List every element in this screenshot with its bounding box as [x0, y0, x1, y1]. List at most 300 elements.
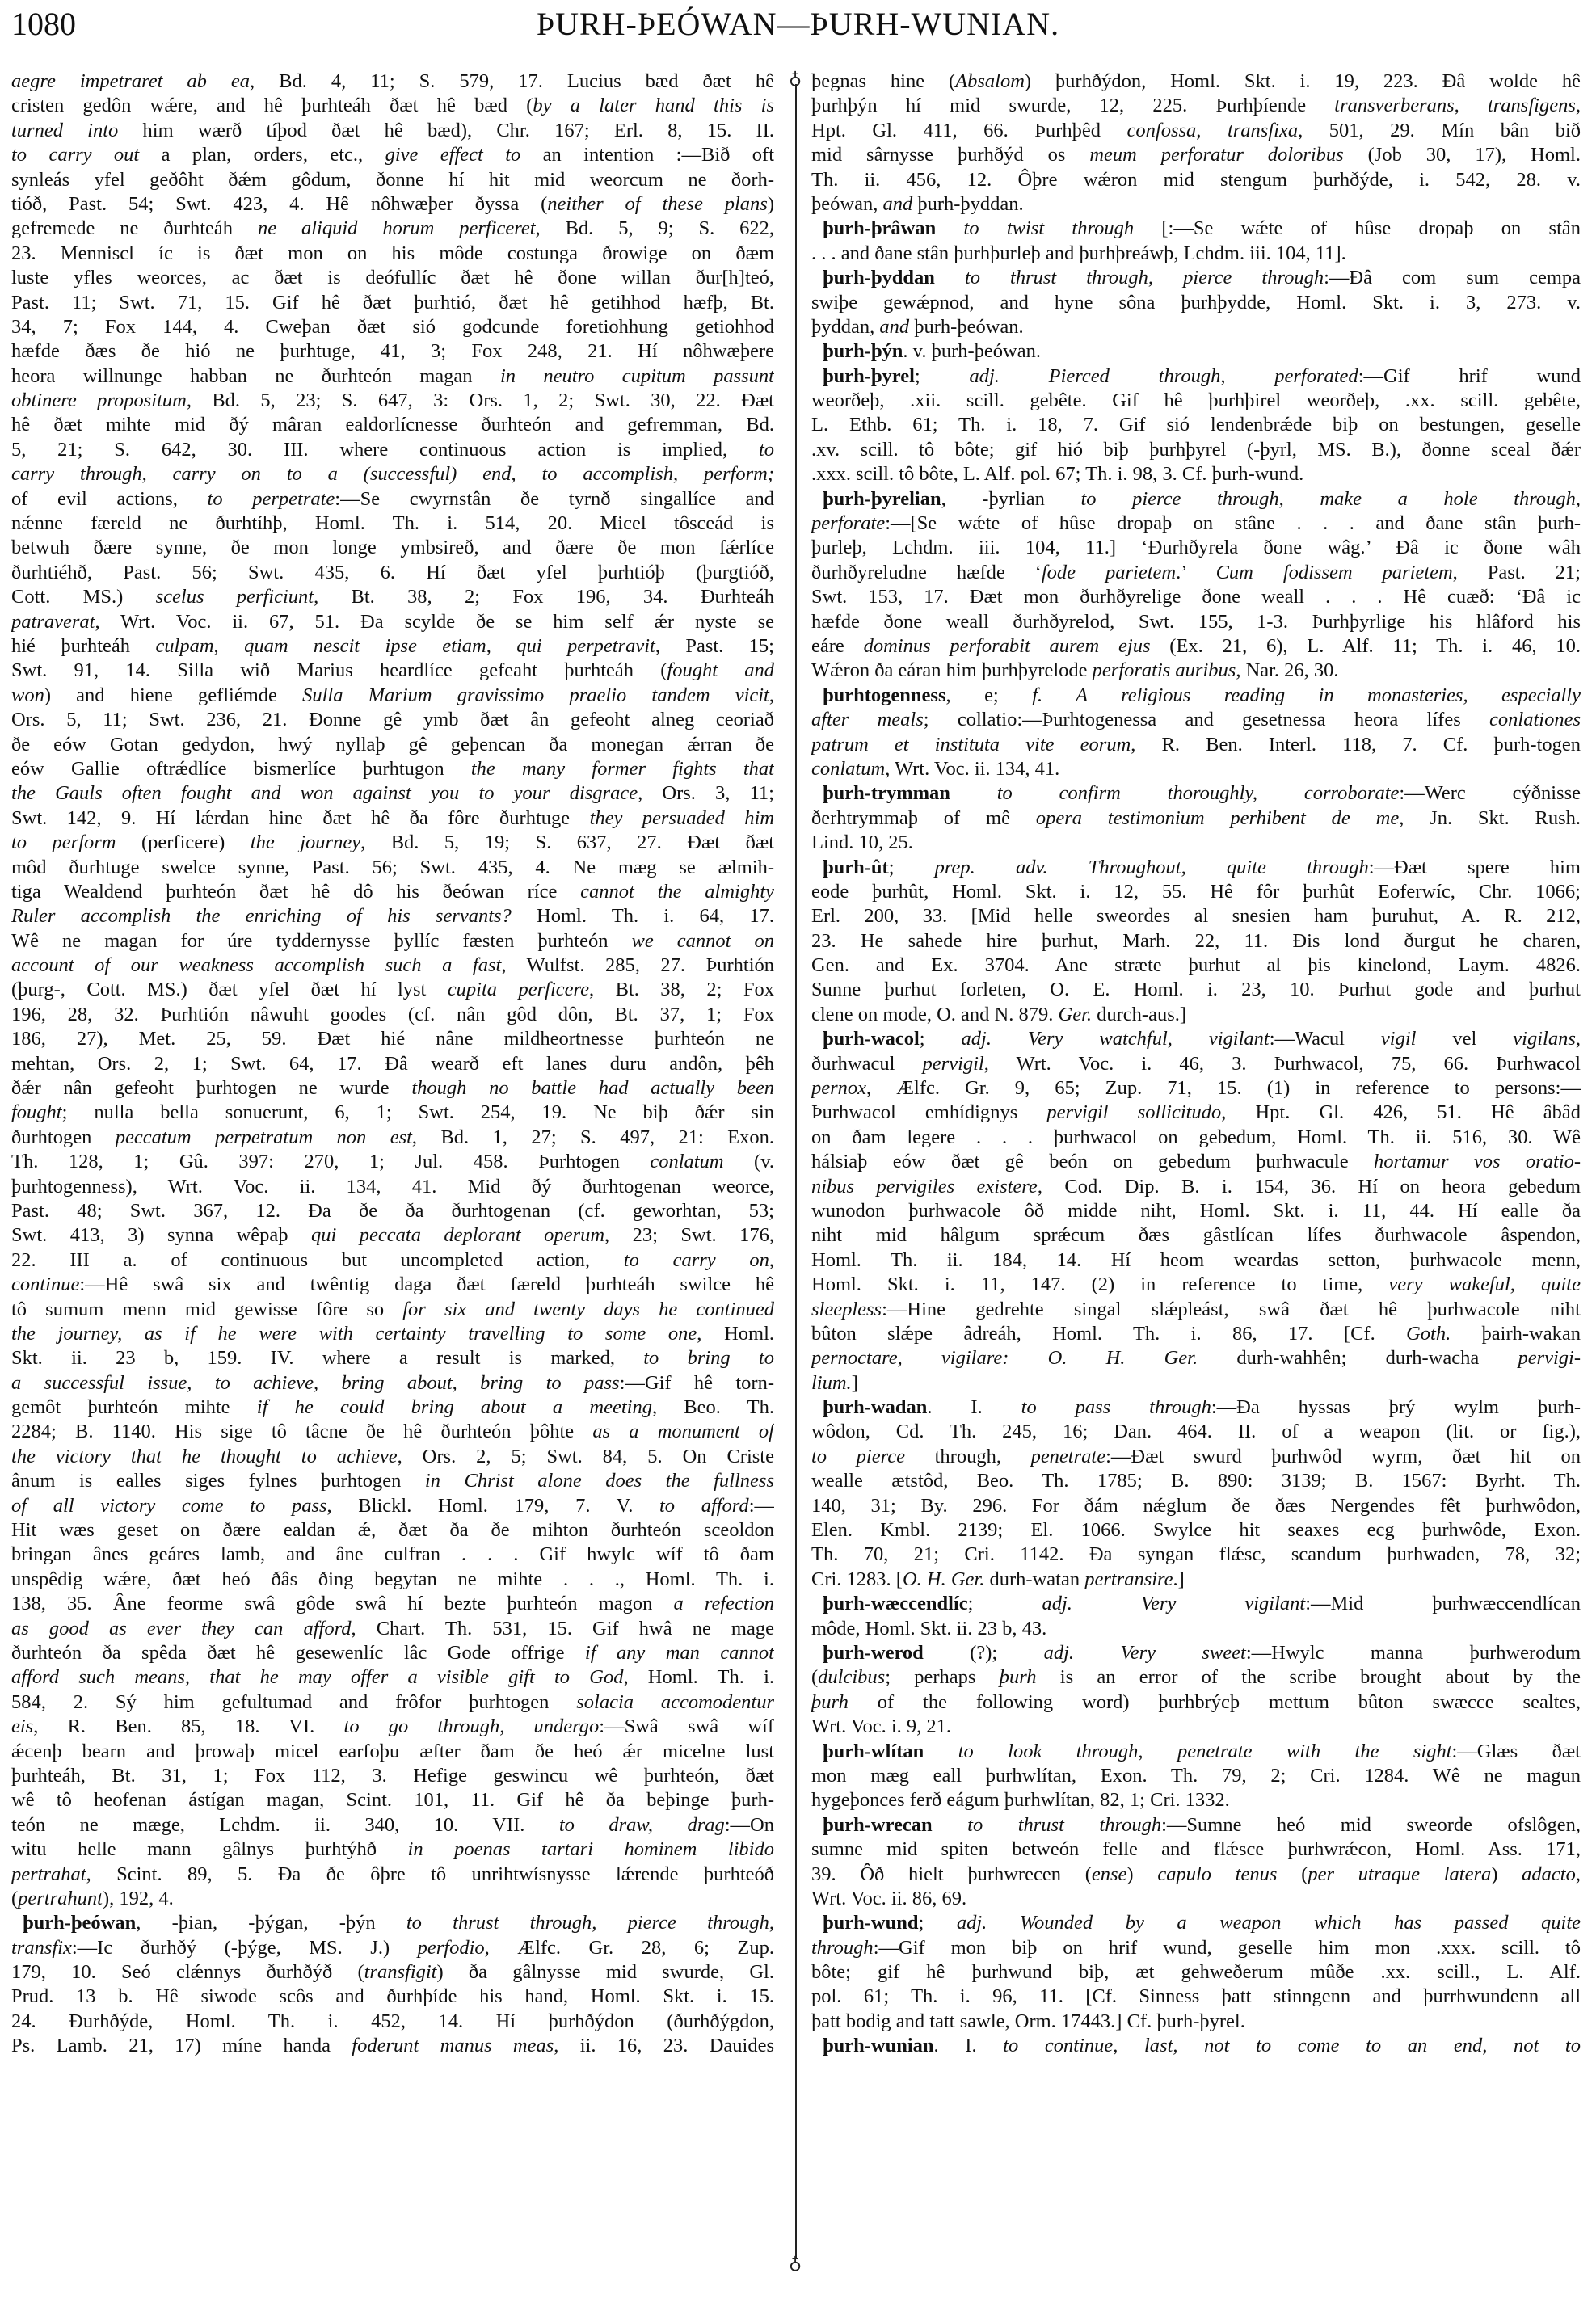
text-run: 584, 2. Sý him gefultumad and frôfor þurhtogen: [11, 1690, 577, 1713]
text-line: [11, 1788, 774, 1812]
text-line: [11, 659, 774, 683]
text-line: [811, 1273, 1581, 1297]
text-run: ,: [1575, 1028, 1581, 1050]
text-line: [11, 119, 774, 143]
italic-run: in Christ alone does the fullness: [424, 1470, 774, 1492]
text-run: durch-aus.]: [1092, 1003, 1187, 1025]
text-line: [11, 168, 774, 192]
text-run: swiþe gewǽpnod, and hyne sôna þurhþydde, Homl. Skt. i. 3, 273. v.: [811, 291, 1581, 314]
text-run: wunodon þurhwacole ôð midde niht, Homl. Skt. i. 11, 44. Hí ealle ða: [811, 1199, 1581, 1222]
text-line: [811, 1715, 1581, 1739]
text-run: [924, 1741, 958, 1762]
text-line: [11, 143, 774, 167]
entry-headline: [811, 1813, 1581, 1837]
italic-run: pervigil sollicitudo: [1046, 1101, 1222, 1124]
italic-run: to look through, penetrate with the sight: [958, 1740, 1452, 1762]
text-run: ): [1491, 1863, 1522, 1885]
text-line: [11, 1126, 774, 1150]
headword: þurh-trymman: [823, 782, 950, 805]
text-line: [11, 389, 774, 413]
italic-run: Goth.: [1406, 1322, 1451, 1345]
text-line: [11, 1764, 774, 1788]
italic-run: þurh: [811, 1690, 849, 1713]
text-run: hygeþonces ferð eágum þurhwlítan, 82, 1; Cri. 1332.: [811, 1789, 1230, 1812]
text-run: ânum is ealles siges fylnes þurhtogen: [11, 1470, 425, 1492]
text-run: :—[Se wǽte of hûse dropaþ on stâne . . . and ðane stân þurh-: [885, 512, 1581, 535]
italic-run: vigilans: [1513, 1028, 1576, 1050]
text-line: [11, 929, 774, 953]
text-line: [11, 1641, 774, 1665]
text-line: [811, 511, 1581, 536]
text-line: [11, 1052, 774, 1076]
italic-run: very wakeful, quite: [1388, 1273, 1581, 1296]
italic-run: account of our weakness accomplish such a fast: [11, 954, 502, 977]
text-run: þairh-wakan: [1451, 1322, 1581, 1345]
text-run: hálsiaþ eów ðæt gê beón on gebedum þurhwacule: [811, 1151, 1374, 1173]
text-run: :—On: [724, 1813, 774, 1836]
text-line: [811, 168, 1581, 192]
text-run: , Nar. 26, 30.: [1236, 659, 1339, 682]
italic-run: of all victory come to pass: [11, 1494, 327, 1517]
text-line: [811, 1298, 1581, 1322]
italic-run: pertrahunt: [18, 1887, 103, 1909]
text-run: ;: [914, 364, 970, 387]
text-run: of the following word) þurhbrýcþ mettum bûton swæcce sealtes,: [848, 1690, 1581, 1713]
text-run: gemôt þurhteón mihte: [11, 1396, 257, 1419]
text-line: [11, 1322, 774, 1346]
italic-run: adj. Very watchful, vigilant: [961, 1028, 1270, 1050]
italic-run: transfigit: [364, 1961, 437, 1984]
text-run: , Beo. Th.: [651, 1396, 774, 1419]
text-run: Swt. 142, 9. Hí lǽrdan hine ðæt hê ða fôre ðurhtuge: [11, 806, 590, 829]
text-line: [811, 1617, 1581, 1641]
text-run: , Hpt. Gl. 426, 51. Hê âbâd: [1221, 1101, 1581, 1124]
entry-headline: [811, 364, 1581, 389]
text-line: [11, 880, 774, 904]
text-run: ;: [967, 1593, 1042, 1615]
italic-run: solacia accomodentur: [576, 1690, 774, 1713]
entry-headline: [11, 1911, 774, 1935]
text-line: [811, 1322, 1581, 1346]
text-line: [811, 880, 1581, 904]
text-run: , Homl. Th. i.: [623, 1666, 774, 1689]
text-run: 138, 35. Âne feorme swâ gôde swâ hí bezte þurhteón magon: [11, 1593, 674, 1615]
italic-run: cannot the almighty: [580, 880, 774, 903]
text-line: [811, 806, 1581, 831]
text-run: ) þurhðýdon, Homl. Skt. i. 19, 223. Ðâ wolde hê: [1024, 70, 1581, 92]
text-run: Þurhwacol emhídignys: [811, 1101, 1047, 1124]
text-line: [811, 119, 1581, 143]
text-run: wôdon, Cd. Th. 245, 16; Dan. 464. II. of a weapon (lit. or fig.),: [811, 1421, 1581, 1443]
italic-run: the Gauls often fought and won against you to your disgrace: [11, 782, 638, 805]
italic-run: neither of these plans: [547, 192, 768, 215]
text-run: Prud. 13 b. Hê siwode scôs and ðurhþíde his hand, Homl. Skt. i. 15.: [11, 1985, 774, 2008]
text-run: eów Gallie oftrǽdlíce bismerlíce þurhtugon: [11, 757, 471, 780]
text-run: :—Gif hrif wund: [1358, 364, 1581, 387]
text-run: .xv. scill. tô bôte; gif hió biþ þurhþyrel (-þyrl, MS. B.), ðonne sceal ðǽr: [811, 438, 1581, 461]
text-line: [11, 1494, 774, 1518]
text-run: Past. 48; Swt. 367, 12. Ða ðe ða ðurhtogenan (cf. geworhtan, 53;: [11, 1199, 774, 1222]
italic-run: peccatum perpetratum non est: [115, 1126, 412, 1148]
text-run: ,: [769, 684, 774, 706]
italic-run: give effect to: [385, 144, 521, 166]
text-line: [11, 1715, 774, 1739]
text-line: [811, 610, 1581, 634]
italic-run: fought and: [667, 659, 774, 682]
text-line: [811, 1371, 1581, 1395]
italic-run: to thrust through: [967, 1813, 1162, 1836]
text-run: niht mid hâlgum sprǽcum ðæs gâstlícan lífes ðurhwacole âspendon,: [811, 1224, 1581, 1247]
text-run: Homl. Th. ii. 184, 14. Hí heom weardas setton, þurhwacole menn,: [811, 1248, 1581, 1271]
column-divider: [795, 84, 797, 2258]
text-run: (perficere): [116, 831, 251, 854]
italic-run: after meals: [811, 709, 924, 731]
text-run: , Wrt. Voc. i. 46, 3. Þurhwacol, 75, 66. Þurhwacol: [983, 1052, 1581, 1075]
headword: þurhtogenness: [823, 684, 946, 706]
text-run: .]: [1173, 1568, 1185, 1590]
text-run: ): [1126, 1863, 1158, 1885]
text-run: ðurhtiéhð, Past. 56; Swt. 435, 6. Hí ðæt yfel þurhtióþ (þurgtióð,: [11, 561, 774, 583]
text-run: ðe eów Gotan gedydon, hwý nyllaþ gê geþencan ða monegan ǽrran ðe: [11, 733, 774, 756]
text-run: sumne mid spiten betweón felle and flǽsce þurhwrǽcon, Homl. Ass. 171,: [811, 1838, 1581, 1861]
text-line: [11, 634, 774, 659]
italic-run: the victory that he thought to achieve: [11, 1445, 398, 1467]
text-line: [11, 610, 774, 634]
italic-run: and: [879, 315, 910, 338]
italic-run: to pierce through, make a hole through,: [1080, 487, 1581, 510]
text-line: [11, 339, 774, 364]
text-line: [11, 1985, 774, 2009]
text-line: [11, 708, 774, 732]
text-run: Swt. 91, 14. Silla wið Marius heardlíce gefeaht þurhteáh (: [11, 659, 667, 682]
text-run: durh-watan: [984, 1568, 1085, 1590]
italic-run: in neutro cupitum passunt: [499, 364, 774, 387]
italic-run: O. H. Ger.: [902, 1568, 985, 1590]
text-line: [811, 1003, 1581, 1027]
text-run: wê tô heofenan ástígan magan, Scint. 101, 11. Gif hê ða beþinge þurh-: [11, 1789, 774, 1812]
text-run: [933, 1814, 968, 1836]
text-line: [11, 69, 774, 94]
text-run: þurh-þeówan.: [909, 315, 1024, 338]
text-run: . I.: [933, 2035, 1004, 2057]
text-run: 34, 7; Fox 144, 4. Cweþan ðæt sió godcunde foretiohhung getiohhod: [11, 315, 774, 338]
italic-run: to carry out: [11, 144, 140, 166]
italic-run: adacto: [1522, 1863, 1576, 1885]
text-line: [11, 806, 774, 831]
text-run: . I.: [927, 1396, 1021, 1419]
italic-run: Ruler accomplish the enriching of his servants?: [11, 905, 512, 928]
text-run: môd ðurhtuge swelce synne, Past. 56; Swt. 435, 4. Ne mæg se ælmih-: [11, 856, 774, 878]
text-run: 196, 28, 32. Þurhtión nâwuht goodes (cf. nân gôd dôn, Bt. 37, 1; Fox: [11, 1003, 774, 1025]
text-line: [11, 1395, 774, 1420]
italic-run: qui peccata deplorant operum: [311, 1224, 605, 1247]
text-run: Hpt. Gl. 411, 66. Þurhþêd: [811, 119, 1127, 141]
headword: þurh-þýn: [823, 340, 903, 363]
text-run: ; collatio:—Þurhtogenessa and gesetnessa heora lífes: [923, 709, 1490, 731]
text-run: Wê ne magan for úre tyddernysse þyllíc fæsten þurhteón: [11, 929, 632, 952]
text-run: þurhteáh, Bt. 31, 1; Fox 112, 3. Hefige geswincu wê þurhteón, ðæt: [11, 1764, 774, 1787]
text-line: [811, 1199, 1581, 1223]
text-line: [811, 978, 1581, 1002]
text-run: betwuh ðære synne, ðe mon longe ymbsireð, and ðære ðe mon fǽrlíce: [11, 537, 774, 559]
text-run: Lind. 10, 25.: [811, 831, 913, 854]
text-run: , Ors. 2, 5; Swt. 84, 5. On Criste: [397, 1445, 774, 1467]
italic-run: penetrate: [1030, 1445, 1106, 1467]
text-line: [11, 2010, 774, 2034]
text-run: :—Sumne heó mid sweorde ofslôgen,: [1161, 1813, 1581, 1836]
text-run: (?);: [923, 1642, 1044, 1664]
text-line: [811, 585, 1581, 609]
italic-run: lium.: [811, 1371, 852, 1394]
text-run: (Ex. 21, 6), L. Alf. 11; Th. i. 46, 10.: [1150, 634, 1581, 657]
text-line: [811, 1223, 1581, 1248]
text-run: Th. ii. 456, 12. Ôþre wǽron mid stengum þurhðýde, i. 542, 28. v.: [811, 168, 1581, 191]
italic-run: the journey: [250, 831, 361, 854]
text-line: [811, 757, 1581, 781]
italic-run: to draw, drag: [558, 1813, 725, 1836]
text-line: [11, 1960, 774, 1985]
text-run: 186, 27), Met. 25, 59. Ðæt hié nâne mildheortnesse þurhteón ne: [11, 1028, 774, 1050]
italic-run: eis: [11, 1715, 34, 1738]
entry-headline: [811, 339, 1581, 364]
text-run: :—Gif hê torn-: [619, 1371, 774, 1394]
italic-run: cupita perficere: [447, 979, 590, 1001]
headword: þurh-þyddan: [823, 267, 935, 289]
italic-run: they persuaded him: [589, 806, 774, 829]
text-run: Th. 128, 1; Gû. 397: 270, 1; Jul. 458. Þurhtogen: [11, 1151, 651, 1173]
headword: þurh-þyrel: [823, 364, 915, 387]
text-run: Erl. 200, 33. [Mid helle sweordes al snesien ham þuruhut, A. R. 212,: [811, 905, 1581, 928]
text-run: þatt bodig and tatt sawle, Orm. 17443.] Cf. þurh-þyrel.: [811, 2010, 1245, 2032]
text-run: , Wrt. Voc. ii. 67, 51. Ða scylde ðe se him self ǽr nyste se: [95, 610, 774, 633]
text-line: [811, 536, 1581, 560]
text-run: unspêdig wǽre, ðæt heó ðâs ðing begytan ne mihte . . ., Homl. Th. i.: [11, 1568, 774, 1590]
text-run: Sunne þurhut forleten, O. E. Homl. i. 23, 10. Þurhut gode and þurhut: [811, 979, 1581, 1001]
text-line: [11, 1003, 774, 1027]
text-run: :—Se cwyrnstân ðe tyrnð singallíce and: [335, 487, 774, 510]
headword: þurh-ût: [823, 856, 889, 878]
text-line: [811, 1494, 1581, 1518]
text-line: [811, 1150, 1581, 1174]
text-line: [811, 1690, 1581, 1715]
text-run: hæfde ðone weall ðurhðyrelod, Swt. 155, 1-3. Þurhþyrlige his hlâford his: [811, 610, 1581, 633]
text-line: [811, 1346, 1581, 1370]
page-number: 1080: [11, 6, 76, 42]
text-run: . . . and ðane stân þurhþurleþ and þurhþreáwþ, Lchdm. iii. 104, 11].: [811, 242, 1346, 264]
text-line: [811, 389, 1581, 413]
text-run: ) and hiene gefliémde: [44, 684, 303, 706]
italic-run: pertrahat: [11, 1863, 86, 1885]
text-line: [11, 413, 774, 437]
text-run: 140, 31; By. 296. For ðám nǽglum ðe ðæs Nergendes fêt þurhwôdon,: [811, 1494, 1581, 1517]
text-line: [811, 1076, 1581, 1101]
text-run: gefremede ne ðurhteáh: [11, 217, 258, 240]
text-run: , Wrt. Voc. ii. 134, 41.: [885, 757, 1060, 780]
text-run: (: [11, 1887, 19, 1909]
italic-run: conlatum: [811, 757, 886, 780]
text-line: [11, 904, 774, 928]
text-line: [811, 929, 1581, 953]
text-line: [811, 69, 1581, 94]
italic-run: prep. adv. Throughout, quite through: [934, 856, 1369, 878]
text-run: of evil actions,: [11, 487, 208, 510]
text-line: [811, 1568, 1581, 1592]
italic-run: dulcibus: [818, 1666, 886, 1689]
text-run: hié þurhteáh: [11, 634, 156, 657]
italic-run: to afford: [659, 1494, 749, 1517]
italic-run: per utraque latera: [1308, 1863, 1492, 1885]
text-run: , Cod. Dip. B. i. 154, 36. Hí on heora gebedum: [1037, 1175, 1581, 1198]
text-line: [11, 1273, 774, 1297]
text-line: [11, 1617, 774, 1641]
italic-run: f. A religious reading in monasteries, especially: [1032, 684, 1581, 706]
text-line: [11, 831, 774, 855]
entry-headline: [811, 266, 1581, 290]
text-line: [11, 1027, 774, 1051]
text-run: , Bd. 4, 11; S. 579, 17. Lucius bæd ðæt hê: [250, 70, 774, 92]
text-run: L. Ethb. 61; Th. i. 18, 7. Gif sió lendenbrǽde biþ on bestungen, geselle: [811, 414, 1581, 436]
text-run: , R. Ben. 85, 18. VI.: [33, 1715, 344, 1738]
text-line: [11, 1445, 774, 1469]
text-line: [11, 1568, 774, 1592]
text-run: Swt. 413, 3) synna wêpaþ: [11, 1224, 311, 1247]
entry-headline: [811, 2034, 1581, 2058]
italic-run: continue: [11, 1273, 80, 1296]
text-line: [811, 1052, 1581, 1076]
italic-run: turned into: [11, 119, 119, 141]
text-run: :—Ða hyssas þrý wylm þurh-: [1211, 1396, 1581, 1419]
text-line: [811, 1788, 1581, 1812]
text-line: [11, 1371, 774, 1395]
entry-headline: [811, 1027, 1581, 1051]
text-run: . v. þurh-þeówan.: [903, 340, 1041, 363]
text-line: [811, 2010, 1581, 2034]
ornament-bottom-icon: ♁: [789, 2253, 802, 2273]
text-run: :—Ðâ com sum cempa: [1324, 267, 1581, 289]
italic-run: conlationes: [1489, 709, 1581, 731]
text-run: :—Mid þurhwæccendlícan: [1305, 1593, 1581, 1615]
text-run: ðurhðyreludne hæfde ‘: [811, 561, 1042, 583]
italic-run: transfix: [11, 1936, 72, 1959]
italic-run: to twist through: [963, 217, 1135, 240]
italic-run: Ger.: [1058, 1003, 1093, 1025]
headword: þurh-þrâwan: [823, 217, 937, 240]
headword: þurh-wæccendlíc: [823, 1593, 968, 1615]
text-run: :—Hê swâ six and twêntig daga ðæt færeld þurhteáh swilce hê: [79, 1273, 774, 1296]
italic-run: conlatum: [650, 1151, 724, 1173]
text-line: [811, 1887, 1581, 1911]
italic-run: meum perforatur doloribus: [1089, 144, 1344, 166]
text-line: [811, 904, 1581, 928]
text-line: [811, 438, 1581, 462]
text-run: pol. 61; Th. i. 96, 11. [Cf. Sinness þatt stinngenn and þurrhwundenn all: [811, 1985, 1581, 2008]
text-run: hæfde ðæs ðe hió ne þurhtuge, 41, 3; Fox 248, 21. Hí nôhwæþere: [11, 340, 774, 363]
italic-run: vigil: [1380, 1028, 1417, 1050]
text-line: [811, 1126, 1581, 1150]
italic-run: scelus perficiunt: [155, 586, 314, 608]
text-run: luste yfles weorces, ac ðæt is deófullíc ðæt hê ðone willan ður[h]teó,: [11, 267, 774, 289]
italic-run: foderunt manus meas: [352, 2035, 554, 2057]
text-line: [11, 1690, 774, 1715]
text-line: [811, 291, 1581, 315]
italic-run: to pass through: [1021, 1396, 1211, 1419]
italic-run: a successful issue, to achieve, bring about, bring to pass: [11, 1371, 620, 1394]
text-run: , Bd. 5, 23; S. 647, 3: Ors. 1, 2; Swt. 30, 22. Ðæt: [186, 389, 774, 412]
text-run: hê ðæt mihte mid ðý mâran ealdorlícnesse ðurhteón and gefremman, Bd.: [11, 414, 774, 436]
text-run: :—Glæs ðæt: [1451, 1740, 1581, 1762]
entry-headline: [811, 1911, 1581, 1935]
text-line: [11, 364, 774, 389]
text-run: ðurhwacul: [811, 1052, 923, 1075]
text-run: 2284; B. 1140. His sige tô tâcne ðe hê ðurhteón þôhte: [11, 1421, 593, 1443]
text-line: [11, 1936, 774, 1960]
italic-run: adj. Pierced through, perforated: [969, 364, 1358, 387]
text-run: , Past. 15;: [655, 634, 774, 657]
text-line: [811, 1518, 1581, 1543]
text-run: tiga Wealdend þurhteón ðæt hê dô his ðeówan ríce: [11, 880, 581, 903]
text-line: [811, 634, 1581, 659]
text-line: [11, 94, 774, 118]
ornament-top-icon: ♁: [789, 68, 802, 88]
italic-run: the journey, as if he were with certainty travelling to some one: [11, 1322, 697, 1345]
text-run: , R. Ben. Interl. 118, 7. Cf. þurh-togen: [1131, 733, 1581, 756]
text-run: [936, 217, 963, 239]
text-run: , Ælfc. Gr. 9, 65; Zup. 71, 15. (1) in reference to persons:—: [866, 1077, 1581, 1100]
italic-run: a refection: [673, 1593, 774, 1615]
text-run: ðǽr nân gefeoht þurhtogen ne wurde: [11, 1077, 412, 1100]
italic-run: fought: [11, 1101, 62, 1124]
italic-run: through: [811, 1936, 874, 1959]
text-line: [811, 733, 1581, 757]
italic-run: þurh: [999, 1666, 1037, 1689]
text-line: [811, 1960, 1581, 1985]
text-run: ǽcenþ bearn and þrowaþ micel earfoþu æfter ðam ðe heó ǽr micelne lust: [11, 1740, 774, 1762]
text-run: ðerhtrymmaþ of mê: [811, 806, 1036, 829]
text-run: þurhtogenness), Wrt. Voc. ii. 134, 41. Mid ðý ðurhtogenan weorce,: [11, 1175, 774, 1198]
text-run: ,: [1575, 1863, 1581, 1885]
text-line: [811, 1837, 1581, 1862]
text-run: Past. 11; Swt. 71, 15. Gif hê ðæt þurhtió, ðæt hê getihhod hæfþ, Bt.: [11, 291, 774, 314]
italic-run: Absalom: [955, 70, 1025, 92]
text-run: , Scint. 89, 5. Ða ðe ôþre tô unrihtwísnysse lǽrende þurhteóð: [86, 1863, 774, 1885]
headword: þurh-þeówan: [23, 1912, 137, 1934]
italic-run: pernoctare, vigilare: O. H. Ger.: [811, 1347, 1198, 1370]
text-run: on ðam legere . . . þurhwacol on gebedum, Homl. Th. ii. 516, 30. Wê: [811, 1126, 1581, 1148]
text-run: môde, Homl. Skt. ii. 23 b, 43.: [811, 1617, 1047, 1640]
text-run: [:—Se wǽte of hûse dropaþ on stân: [1134, 217, 1581, 240]
italic-run: for six and twenty days he continued: [402, 1298, 774, 1320]
text-line: [11, 733, 774, 757]
text-line: [811, 1175, 1581, 1199]
text-line: [11, 315, 774, 339]
entry-headline: [811, 1740, 1581, 1764]
entry-headline: [811, 1641, 1581, 1665]
entry-headline: [811, 217, 1581, 241]
text-run: ;: [888, 856, 935, 878]
headword: þurh-wacol: [823, 1028, 920, 1050]
italic-run: transverberans, transfigens: [1334, 95, 1576, 117]
text-line: [11, 1298, 774, 1322]
text-line: [11, 242, 774, 266]
text-run: Ors. 5, 11; Swt. 236, 21. Ðonne gê ymb ðæt ân gefeoht alneg ceoriað: [11, 709, 774, 731]
text-run: Elen. Kmbl. 2139; El. 1066. Swylce hit seaxes ecg þurhwôde, Exon.: [811, 1519, 1581, 1542]
text-run: þyddan,: [811, 315, 880, 338]
entry-headline: [811, 781, 1581, 806]
text-run: .’: [1176, 561, 1216, 583]
text-run: Gen. and Ex. 3704. Ane stræte þurhut al þis kinelond, Laym. 4826.: [811, 954, 1581, 977]
italic-run: and: [882, 192, 913, 215]
text-run: , Bd. 5, 9; S. 622,: [535, 217, 774, 240]
